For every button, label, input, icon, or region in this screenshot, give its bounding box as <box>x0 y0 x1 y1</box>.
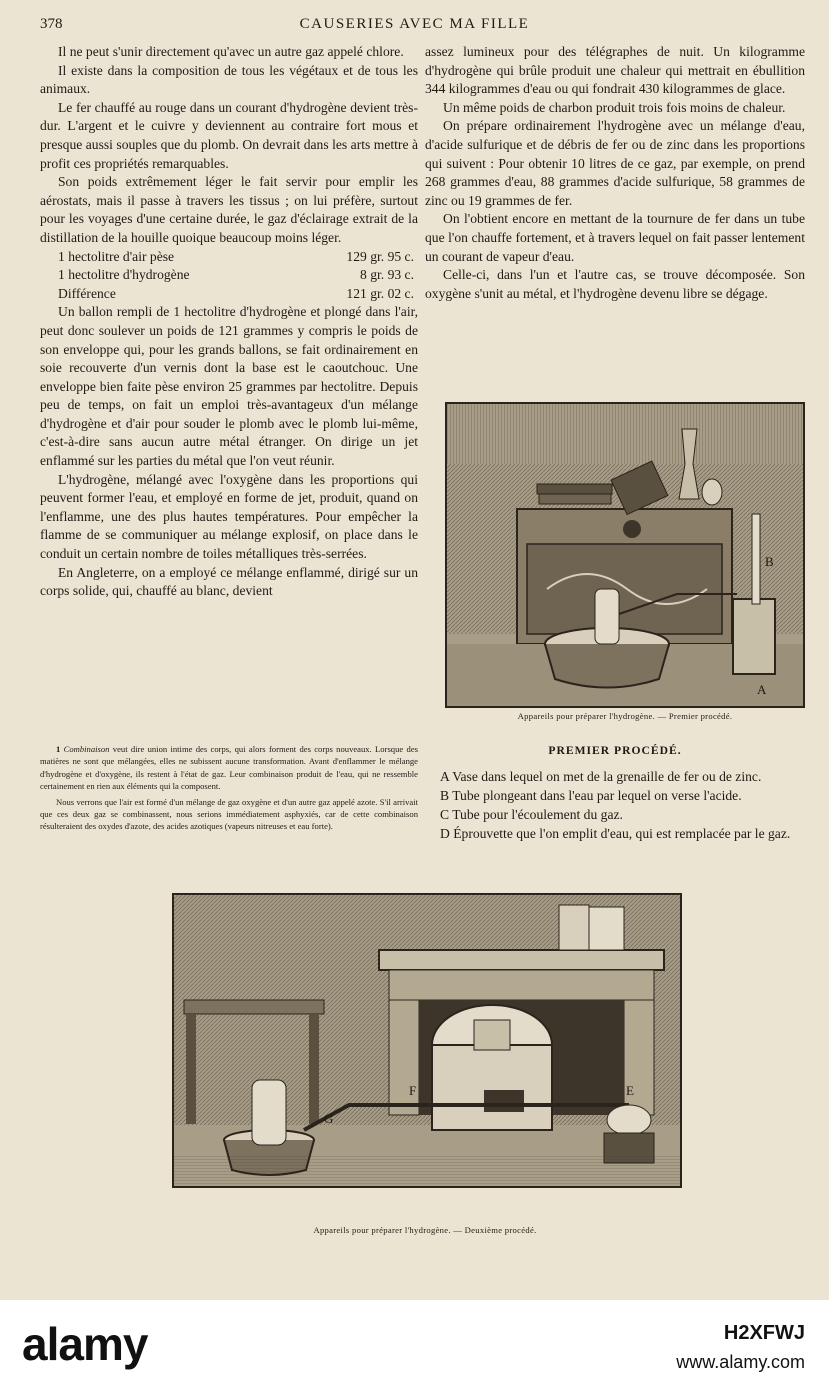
stock-watermark-banner <box>0 1300 829 1390</box>
figure-first-process <box>445 402 805 708</box>
paragraph: Un ballon rempli de 1 hectolitre d'hydrogène et plongé dans l'air, peut donc soulever un poids de 121 grammes y compris le poids de son enveloppe qui, pour les grands ballons, se fait ordinairement en soie recouverte d'un vernis dont la base est le caoutchouc. Une enveloppe bien faite pèse environ 25 grammes par hectolitre. Depuis peu de temps, on fait un emploi très-avantageux d'un mélange d'hydrogène et d'air pour souder le plomb avec le plomb lui-même, c'est-à-dire sans aucun autre métal étranger. On dirige un jet enflammé sur les parties du métal que l'on veut réunir. <box>40 304 418 469</box>
weight-table <box>58 248 418 304</box>
table-value: 129 gr. 95 c. <box>346 248 414 264</box>
paragraph: Il ne peut s'unir directement qu'avec un autre gaz appelé chlore. <box>58 44 404 59</box>
paragraph: En Angleterre, on a employé ce mélange enflammé, dirigé sur un corps solide, qui, chauffé au blanc, devient <box>40 564 418 599</box>
paragraph: Son poids extrêmement léger le fait servir pour emplir les aérostats, mais il passe à travers les tissus ; on lui préfère, surtout pour les voyages d'une certaine durée, le gaz d'éclairage extrait de la distillation de la houille quoique beaucoup moins léger. <box>40 174 418 245</box>
footnotes <box>40 743 418 836</box>
paragraph: assez lumineux pour des télégraphes de nuit. Un kilogramme d'hydrogène qui brûle produit une chaleur qui mettrait en ébullition 344 kilogrammes d'eau ou qui fondrait 430 kilogrammes de glace. <box>425 44 805 97</box>
paragraph: Le fer chauffé au rouge dans un courant d'hydrogène devient très-dur. L'argent et le cuivre y deviennent au contraire fort mous et presque aussi souples que du plomb. On devrait dans les arts mettre à profit ces propriétés remarquables. <box>40 99 418 171</box>
engraving-illustration <box>174 895 680 1186</box>
figure-caption: Appareils pour préparer l'hydrogène. — Deuxième procédé. <box>313 1225 537 1235</box>
table-label: 1 hectolitre d'hydrogène <box>58 267 190 283</box>
paragraph: On l'obtient encore en mettant de la tournure de fer dans un tube que l'on chauffe fortement, et à travers lequel on fait passer lentement un courant de vapeur d'eau. <box>425 211 805 264</box>
figure-label-a: A <box>757 682 767 697</box>
paragraph: Celle-ci, dans l'un et l'autre cas, se trouve décomposée. Son oxygène s'unit au métal, et l'hydrogène devenu libre se dégage. <box>425 267 805 301</box>
legend-item: D Éprouvette que l'on emplit d'eau, qui est remplacée par le gaz. <box>440 826 791 841</box>
page-number: 378 <box>40 16 63 32</box>
figure-label-b: B <box>765 554 774 569</box>
legend-item: C Tube pour l'écoulement du gaz. <box>440 807 623 822</box>
figure-label-e: E <box>626 1083 634 1098</box>
legend-item: B Tube plongeant dans l'eau par lequel on verse l'acide. <box>440 788 742 803</box>
paragraph: Un même poids de charbon produit trois fois moins de chaleur. <box>443 99 786 115</box>
page-header <box>0 14 829 36</box>
left-column <box>40 43 418 601</box>
figure-caption: Appareils pour préparer l'hydrogène. — Premier procédé. <box>517 711 733 721</box>
section-heading: PREMIER PROCÉDÉ. <box>548 744 682 757</box>
figure-label-g: G <box>324 1111 334 1126</box>
stock-image-id: H2XFWJ <box>723 1322 805 1344</box>
figure-legend <box>440 767 806 843</box>
right-column <box>425 43 805 303</box>
stock-url: www.alamy.com <box>676 1352 805 1372</box>
table-label: 1 hectolitre d'air pèse <box>58 248 175 264</box>
footnote-marker: 1 <box>56 744 61 754</box>
footnote-text: veut dire union intime des corps, qui alors forment des corps nouveaux. Lorsque des matières ne sont que mélangées, elles ne subissent aucune transformation. Avant d'enflammer le mélange d'hydrogène et d'oxygène, ils restent à l'état de gaz. Leur combinaison produit de l'eau, qui ne ressemble certainement en rien aux éléments qui la composent. <box>40 744 418 792</box>
footnote-term: Combinaison <box>63 744 110 754</box>
figure-label-f: F <box>409 1083 417 1098</box>
paragraph: L'hydrogène, mélangé avec l'oxygène dans les proportions qui peuvent former l'eau, et employé en forme de jet, produit, quand on l'enflamme, une des plus hautes températures. Pour empêcher la flamme de se communiquer au mélange explosif, on place dans le conduit un certain nombre de toiles métalliques très-serrées. <box>40 471 418 562</box>
paragraph: Il existe dans la composition de tous les végétaux et de tous les animaux. <box>40 62 418 97</box>
running-title: CAUSERIES AVEC MA FILLE <box>299 16 530 32</box>
table-value: 8 gr. 93 c. <box>360 267 414 283</box>
table-row <box>58 248 418 267</box>
legend-item: A Vase dans lequel on met de la grenaille de fer ou de zinc. <box>440 769 762 784</box>
table-label: Différence <box>58 285 116 301</box>
figure-second-process <box>172 893 682 1188</box>
footnote-2: Nous verrons que l'air est formé d'un mélange de gaz oxygène et d'un autre gaz appelé azote. S'il arrivait que ces deux gaz se combinassent, nous serions immédiatement asphyxiés, car de cette combinaison résulteraient des oxydes d'azote, des acides azotiques (vapeurs nitreuses et eau forte). <box>40 796 418 832</box>
table-row <box>58 285 418 304</box>
paragraph: On prépare ordinairement l'hydrogène avec un mélange d'eau, d'acide sulfurique et de débris de fer ou de zinc dans les proportions qui suivent : Pour obtenir 10 litres de ce gaz, par exemple, on prend 268 grammes d'eau, 88 grammes d'acide sulfurique, 58 grammes de zinc ou 19 grammes de fer. <box>425 118 805 208</box>
table-value: 121 gr. 02 c. <box>346 285 414 301</box>
engraving-illustration <box>447 404 803 706</box>
stock-logo: alamy <box>22 1318 148 1370</box>
footnote-1 <box>40 743 418 793</box>
table-row <box>58 266 418 285</box>
